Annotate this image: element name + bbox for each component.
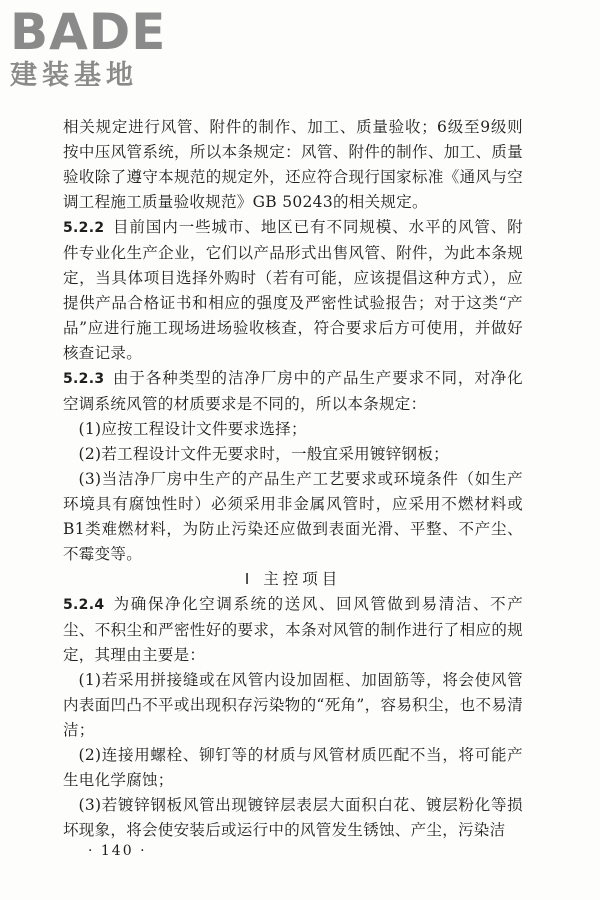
page-number: · 140 · — [88, 843, 147, 859]
list-item: (2)连接用螺栓、铆钉等的材质与风管材质匹配不当，将可能产生电化学腐蚀； — [63, 746, 523, 789]
list-item: (3)若镀锌钢板风管出现镀锌层表层大面积白花、镀层粉化等损坏现象，将会使安装后或运行中的风管发生锈蚀、产尘，污染洁 — [63, 796, 523, 839]
logo-cjk-text: 建装基地 — [10, 60, 138, 91]
heading-numeral: Ⅰ — [244, 570, 250, 588]
list-item: (3)当洁净厂房中生产的产品生产工艺要求或环境条件（如生产环境具有腐蚀性时）必须采用非金属风管时，应采用不燃材料或B1类难燃材料，为防止污染还应做到表面光滑、平整、不产尘、不霉变等。 — [63, 470, 523, 563]
heading-text: 主控项目 — [263, 570, 342, 588]
list-item: (2)若工程设计文件无要求时，一般宜采用镀锌钢板； — [78, 445, 449, 463]
subsection-heading — [63, 567, 523, 592]
section-5-2-3 — [63, 366, 523, 417]
section-5-2-4 — [63, 592, 523, 668]
logo — [10, 3, 190, 92]
paragraph-continued: 相关规定进行风管、附件的制作、加工、质量验收；6级至9级则按中压风管系统，所以本条规定：风管、附件的制作、加工、质量验收除了遵守本规范的规定外，还应符合现行国家标准《通风与空调工程施工质量验收规范》GB 50243的相关规定。 — [63, 118, 523, 211]
section-number: 5.2.4 — [63, 597, 105, 613]
document-body — [63, 115, 523, 843]
section-text: 为确保净化空调系统的送风、回风管做到易清洁、不产尘、不积尘和严密性好的要求，本条对风管的制作进行了相应的规定，其理由主要是： — [63, 595, 523, 664]
section-number: 5.2.3 — [63, 371, 105, 387]
list-item: (1)应按工程设计文件要求选择； — [78, 420, 307, 438]
section-number: 5.2.2 — [63, 220, 105, 236]
logo-latin-text: BADE — [10, 3, 167, 61]
section-text: 目前国内一些城市、地区已有不同规模、水平的风管、附件专业化生产企业，它们以产品形式出售风管、附件，为此本条规定，当具体项目选择外购时（若有可能，应该提倡这种方式），应提供产品合格证书和相应的强度及严密性试验报告；对于这类“产品”应进行施工现场进场验收核查，符合要求后方可使用，并做好核查记录。 — [63, 218, 523, 362]
section-5-2-2 — [63, 215, 523, 366]
list-item: (1)若采用拼接缝或在风管内设加固框、加固筋等，将会使风管内表面凹凸不平或出现积存污染物的“死角”，容易积尘，也不易清洁； — [63, 671, 523, 739]
section-text: 由于各种类型的洁净厂房中的产品生产要求不同，对净化空调系统风管的材质要求是不同的，所以本条规定： — [63, 369, 523, 413]
